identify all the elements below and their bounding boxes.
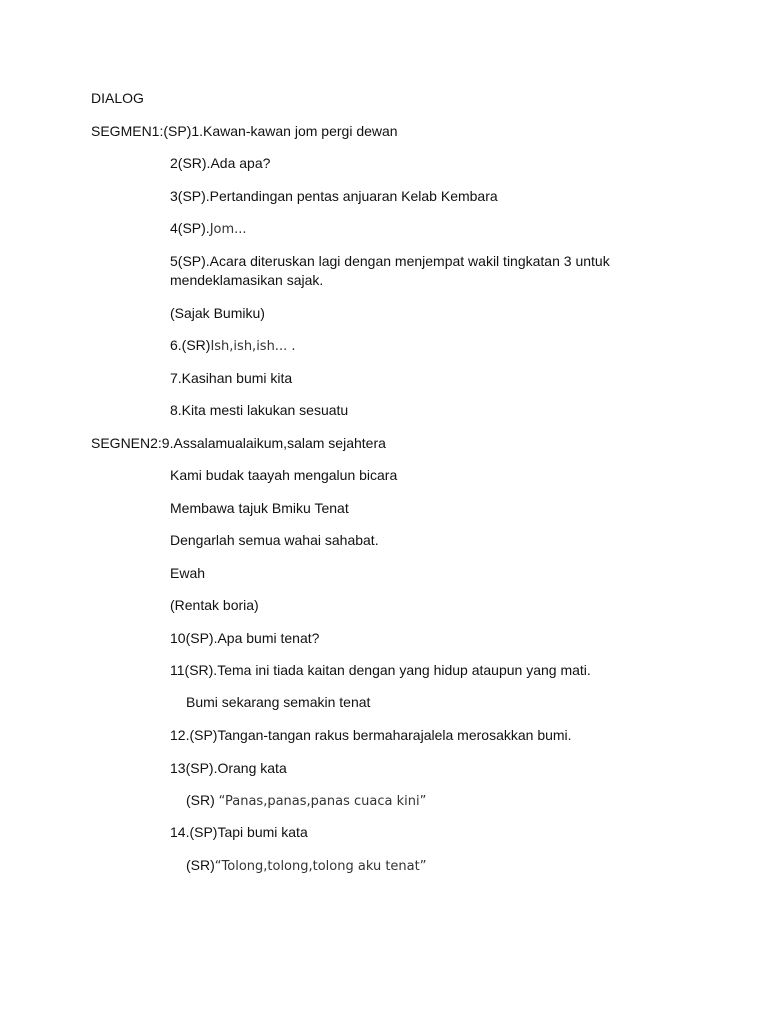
dialog-line-10: 10(SP).Apa bumi tenat? (170, 630, 320, 646)
document-title: DIALOG (91, 90, 144, 106)
dialog-line-14-reply-text: “Tolong,tolong,tolong aku tenat” (214, 859, 427, 874)
segment-2-heading: SEGNEN2:9.Assalamualaikum,salam sejahtera (91, 435, 386, 451)
poem-line-2: Membawa tajuk Bmiku Tenat (170, 500, 349, 516)
dialog-line-8: 8.Kita mesti lakukan sesuatu (170, 402, 349, 418)
dialog-line-6-speaker: 6.(SR) (170, 337, 211, 353)
dialog-line-7: 7.Kasihan bumi kita (170, 370, 293, 386)
dialog-line-5: 5(SP).Acara diteruskan lagi dengan menjempat wakil tingkatan 3 untuk (170, 253, 610, 269)
dialog-line-4 (170, 219, 247, 239)
poem-line-1: Kami budak taayah mengalun bicara (170, 467, 398, 483)
dialog-line-13: 13(SP).Orang kata (170, 760, 287, 776)
dialog-line-2: 2(SR).Ada apa? (170, 155, 271, 171)
stage-note-sajak: (Sajak Bumiku) (170, 305, 265, 321)
dialog-line-4-speaker: 4(SP). (170, 220, 210, 236)
dialog-line-6 (170, 336, 295, 356)
stage-note-boria: (Rentak boria) (170, 597, 259, 613)
dialog-line-13-reply (186, 791, 426, 811)
dialog-line-6-text: Ish,ish,ish... . (210, 339, 296, 354)
dialog-line-14-reply-speaker: (SR) (186, 857, 215, 873)
dialog-line-14-reply (186, 856, 426, 876)
dialog-line-13-reply-speaker: (SR) (186, 792, 219, 808)
dialog-line-5-continued: mendeklamasikan sajak. (170, 272, 324, 288)
dialog-line-4-text: Jom... (209, 222, 247, 237)
dialog-line-12: 12.(SP)Tangan-tangan rakus bermaharajalela merosakkan bumi. (170, 727, 572, 743)
dialog-line-14: 14.(SP)Tapi bumi kata (170, 824, 308, 840)
dialog-line-3: 3(SP).Pertandingan pentas anjuaran Kelab Kembara (170, 188, 498, 204)
dialog-line-13-reply-text: “Panas,panas,panas cuaca kini” (218, 794, 427, 809)
dialog-line-11-continued: Bumi sekarang semakin tenat (186, 694, 371, 710)
dialog-line-11: 11(SR).Tema ini tiada kaitan dengan yang hidup ataupun yang mati. (170, 662, 591, 678)
poem-line-4: Ewah (170, 565, 206, 581)
poem-line-3: Dengarlah semua wahai sahabat. (170, 532, 379, 548)
segment-1-heading: SEGMEN1:(SP)1.Kawan-kawan jom pergi dewan (91, 123, 398, 139)
